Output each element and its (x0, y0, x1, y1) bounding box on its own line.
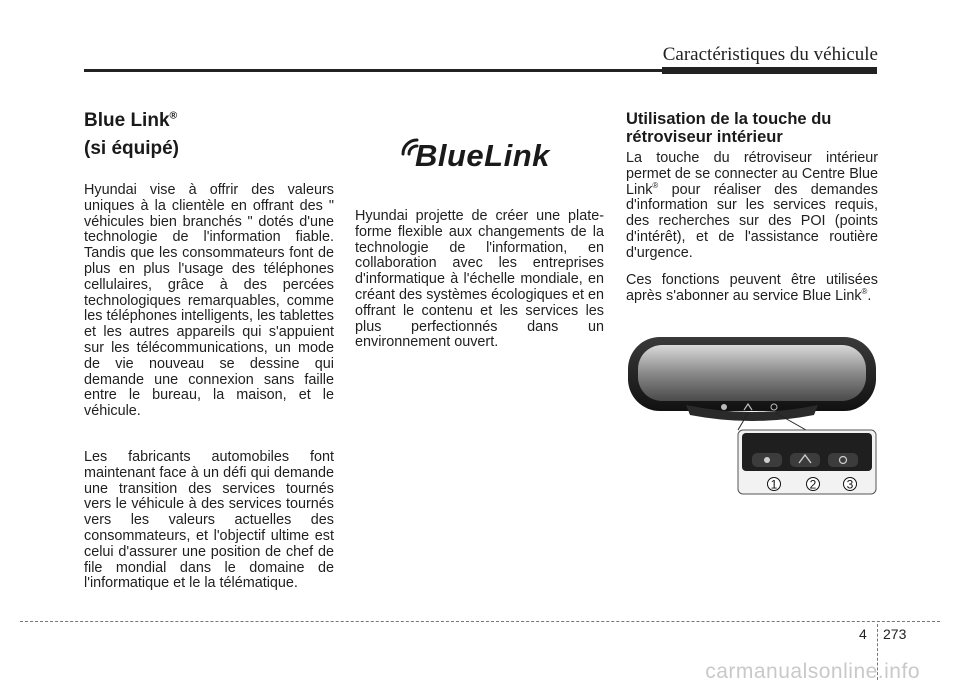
chapter-number: 4 (859, 626, 867, 642)
rearview-mirror-illustration (626, 335, 878, 500)
subscription-paragraph: Ces fonctions peuvent être utilisées après s'abonner au service Blue Link®. (626, 272, 878, 304)
intro-paragraph: Hyundai vise à offrir des valeurs uniques à la clientèle en offrant des " véhicules bien branchés " dotés d'une technologie de l'information fiable. Tandis que les consommateurs font de plus en plus l'usage des téléphones cellulaires, grâce à des percées technologiques remarquables, comme les téléphones intelligents, les tablettes et les autres appareils qui s'appuient sur les télécommunications, un mode de vie nouveau se dessine qui demande une connexion sans faille entre le bureau, la maison, et le véhicule. (84, 182, 334, 420)
callout-3-label: 3 (846, 477, 854, 492)
manufacturers-paragraph: Les fabricants automobiles font maintenant face à un défi qui demande une transition des services tournés vers le véhicule à des services tournés vers les valeurs actuelles des consommateurs, et l'objectif ultime est celui d'assurer une position de chef de file mondial dans le domaine de l'informatique et le la télématique. (84, 449, 334, 592)
mirror-button-paragraph: La touche du rétroviseur intérieur permet de se connecter au Centre Blue Link® pour réaliser des demandes d'information sur les services requis, des recherches sur des POI (points d'intérêt), et de l'assistance routière d'urgence. (626, 150, 878, 261)
footer-rule (20, 621, 940, 622)
mirror-button-heading: Utilisation de la touche du rétroviseur intérieur (626, 110, 832, 146)
page-subtitle: (si équipé) (84, 138, 180, 159)
callout-1-label: 1 (770, 477, 778, 492)
bluelink-logo (395, 128, 585, 176)
header-bar (662, 67, 877, 74)
page-title: Blue Link® (84, 110, 178, 131)
section-title: Caractéristiques du véhicule (662, 44, 878, 65)
platform-paragraph: Hyundai projette de créer une plate-forme flexible aux changements de la technologie de l'information, en collaboration avec les entreprises d'informatique à l'échelle mondiale, en créant des systèmes écologiques et en offrant le contenu et les services les plus perfectionnés dans un environnement ouvert. (355, 208, 604, 351)
watermark: carmanualsonline.info (705, 660, 920, 683)
bluelink-logo-text: BlueLink (415, 138, 550, 173)
page-number: 273 (883, 626, 907, 642)
callout-2-label: 2 (809, 477, 817, 492)
mirror-button-1-icon (721, 404, 727, 410)
